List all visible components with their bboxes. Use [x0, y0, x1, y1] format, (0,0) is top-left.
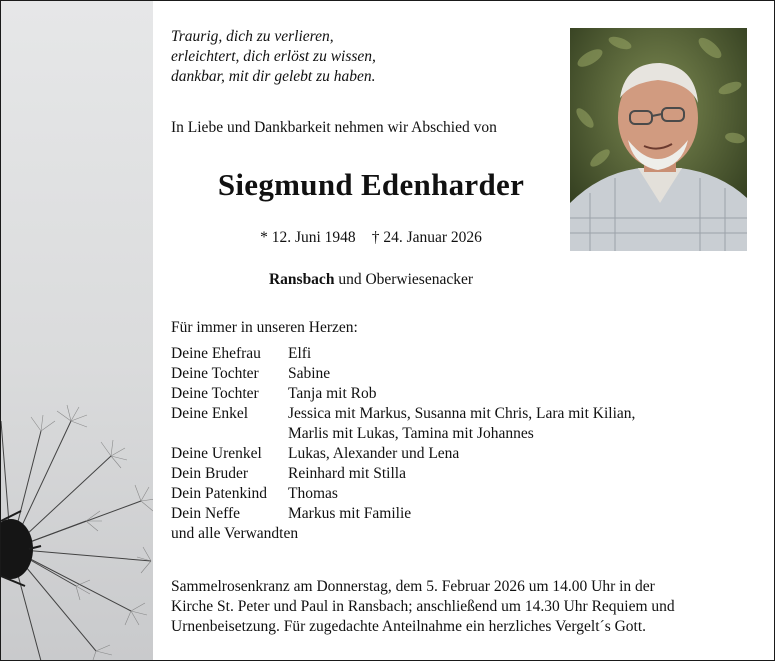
- intro-text: In Liebe und Dankbarkeit nehmen wir Abschied von: [171, 119, 497, 136]
- portrait-image: [570, 28, 747, 251]
- relative-row: [171, 404, 708, 444]
- relative-names: Reinhard mit Stilla: [288, 465, 406, 482]
- dandelion-side-panel: [1, 1, 153, 660]
- relative-names: Markus mit Familie: [288, 505, 412, 522]
- relative-names: Thomas: [288, 485, 338, 502]
- hometown: [171, 271, 571, 289]
- hometown-rest: und Oberwiesenacker: [338, 271, 474, 288]
- poem-line: dankbar, mit dir gelebt zu haben.: [171, 68, 376, 85]
- relative-label: Dein Neffe: [171, 505, 241, 522]
- service-line: Urnenbeisetzung. Für zugedachte Anteilnahme ein herzliches Vergelt´s Gott.: [171, 618, 647, 635]
- service-line: Kirche St. Peter und Paul in Ransbach; anschließend um 14.30 Uhr Requiem und: [171, 598, 675, 615]
- service-info: [171, 577, 675, 637]
- relative-label: Deine Tochter: [171, 365, 259, 382]
- relative-label: Deine Tochter: [171, 385, 259, 402]
- dandelion-illustration: [1, 1, 153, 660]
- portrait-photo: [570, 28, 747, 251]
- closing-line: und alle Verwandten: [171, 525, 299, 542]
- relative-names: Tanja mit Rob: [288, 385, 377, 402]
- hometown-main: Ransbach: [268, 271, 335, 288]
- poem-line: Traurig, dich zu verlieren,: [171, 28, 334, 45]
- death-date: † 24. Januar 2026: [371, 229, 482, 246]
- relative-names: Jessica mit Markus, Susanna mit Chris, Lara mit Kilian, Marlis mit Lukas, Tamina mit Johannes: [288, 405, 636, 442]
- relative-names: Sabine: [288, 365, 331, 382]
- service-line: Sammelrosenkranz am Donnerstag, dem 5. Februar 2026 um 14.00 Uhr in der: [171, 578, 655, 595]
- birth-date: * 12. Juni 1948: [260, 229, 356, 246]
- relative-label: Dein Bruder: [171, 465, 249, 482]
- relatives-list: [171, 344, 708, 544]
- relative-label: Deine Ehefrau: [171, 345, 261, 362]
- relative-row: [171, 444, 708, 464]
- relative-label: Deine Enkel: [171, 405, 249, 422]
- poem-line: erleichtert, dich erlöst zu wissen,: [171, 48, 376, 65]
- relatives-heading: Für immer in unseren Herzen:: [171, 319, 358, 336]
- relative-names: Lukas, Alexander und Lena: [288, 445, 460, 462]
- relative-row: [171, 464, 708, 484]
- relative-row: [171, 344, 708, 364]
- relative-label: Dein Patenkind: [171, 485, 267, 502]
- relative-row: [171, 364, 708, 384]
- relative-label: Deine Urenkel: [171, 445, 262, 462]
- relative-names: Elfi: [288, 345, 312, 362]
- deceased-name: Siegmund Edenharder: [217, 167, 525, 202]
- relative-row: [171, 504, 708, 524]
- life-dates: [171, 229, 571, 247]
- poem: [171, 27, 376, 87]
- relative-row: [171, 484, 708, 504]
- relative-row: [171, 384, 708, 404]
